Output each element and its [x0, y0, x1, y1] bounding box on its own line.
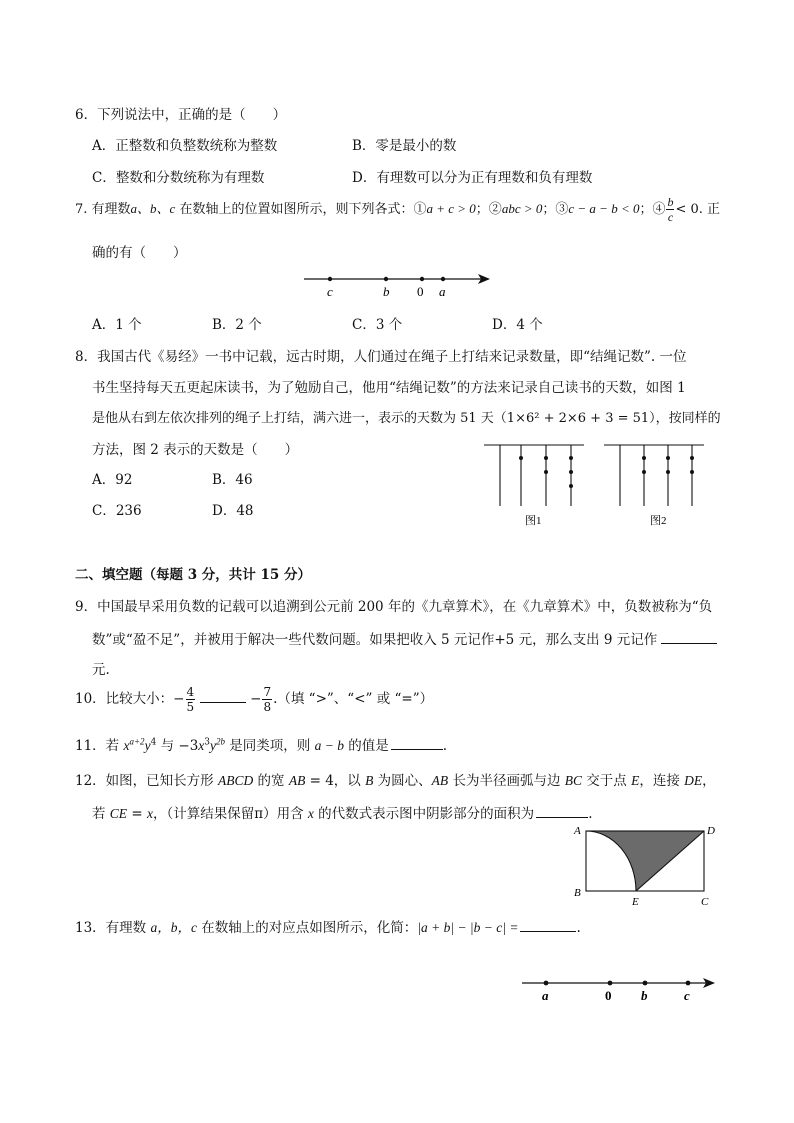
q6-option-d: D．有理数可以分为正有理数和负有理数	[352, 170, 593, 186]
q13-answer-blank[interactable]	[520, 917, 576, 932]
q13-stem: 13．有理数 a，b，c 在数轴上的对应点如图所示，化简：|a + b| − |b − c| = .	[75, 916, 581, 936]
q13-label-0: 0	[605, 988, 612, 1003]
q12-shaded-region	[586, 831, 704, 891]
q7-point-c	[328, 277, 332, 281]
q8-line4: 方法，图 2 表示的天数是（ ）	[92, 442, 299, 458]
q6-option-a: A．正整数和负整数统称为整数	[92, 138, 278, 154]
q6-option-c: C．整数和分数统称为有理数	[92, 170, 265, 186]
q13-label-c: c	[684, 988, 690, 1003]
q12-answer-blank[interactable]	[536, 803, 588, 818]
q7-number-line	[300, 268, 500, 302]
q7-label-0: 0	[417, 284, 424, 299]
q13-point-0	[608, 981, 613, 986]
q8-option-d: D．48	[212, 503, 254, 519]
q8-option-a: A．92	[92, 472, 133, 488]
q13-point-c	[686, 981, 691, 986]
q11-answer-blank[interactable]	[391, 735, 443, 750]
q13-point-b	[643, 981, 648, 986]
q10-stem: 10．比较大小：− $\frac{4}{5}$ − $\frac{7}{8}$ .（填 “>”、“<” 或 “=”）	[75, 685, 434, 714]
q6-stem: 6．下列说法中，正确的是（ ）	[75, 107, 287, 123]
q8-line1: 8．我国古代《易经》一书中记载，远古时期，人们通过在绳子上打结来记录数量，即“结绳记数”. 一位	[75, 349, 687, 365]
section-2-title: 二、填空题（每题 3 分，共计 15 分）	[75, 567, 311, 583]
q8-fig1-caption: 图1	[525, 515, 542, 527]
q9-line3: 元.	[92, 662, 110, 678]
q7-stem-line2: 确的有（ ）	[92, 245, 187, 261]
q11-stem: 11．若 $x^{a+2}y^4$ 与 $-3x^3y^{2b}$ 是同类项，则 a − b 的值是 .	[75, 736, 448, 754]
q12-label-a: A	[574, 825, 581, 837]
q9-line2: 数”或“盈不足”，并被用于解决一些代数问题。如果把收入 5 元记作+5 元，那么支出 9 元记作	[92, 628, 717, 648]
q12-line2: 若 CE = x，（计算结果保留π）用含 x 的代数式表示图中阴影部分的面积为 .	[92, 802, 592, 822]
q7-option-b: B．2 个	[212, 317, 262, 333]
q12-label-b: B	[574, 887, 581, 899]
q8-option-c: C．236	[92, 503, 142, 519]
q12-label-e: E	[632, 896, 639, 908]
q9-line1: 9．中国最早采用负数的记载可以追溯到公元前 200 年的《九章算术》，在《九章算术》中，负数被称为“负	[75, 599, 713, 615]
q7-label-a: a	[439, 284, 446, 299]
q12-line1: 12．如图，已知长方形 ABCD 的宽 AB = 4，以 B 为圆心、AB 长为半径画弧与边 BC 交于点 E，连接 DE，	[75, 773, 716, 789]
q8-line2: 书生坚持每天五更起床读书，为了勉励自己，他用“结绳记数”的方法来记录自己读书的天数，如图 1	[92, 380, 686, 396]
q9-answer-blank[interactable]	[661, 629, 717, 644]
q13-label-a: a	[542, 988, 549, 1003]
q8-option-b: B．46	[212, 472, 253, 488]
q13-number-line	[518, 972, 722, 1004]
q7-point-a	[441, 277, 445, 281]
q6-option-b: B．零是最小的数	[352, 138, 457, 154]
q12-label-d: D	[707, 825, 715, 837]
q10-answer-blank[interactable]	[200, 688, 246, 703]
q7-option-c: C．3 个	[352, 317, 403, 333]
q12-figure	[568, 820, 718, 910]
q7-point-0	[420, 277, 424, 281]
q12-label-c: C	[701, 896, 709, 908]
q7-stem: 7. 有理数a、b、c 在数轴上的位置如图所示，则下列各式：①a + c > 0；②abc > 0；③c − a − b < 0；④ $\frac{b}{c}$ < 0. 正	[75, 195, 721, 224]
q8-figure-1	[480, 440, 590, 530]
q7-point-b	[384, 277, 388, 281]
q7-option-a: A．1 个	[92, 317, 142, 333]
q7-label-c: c	[327, 284, 333, 299]
q8-line3: 是他从右到左依次排列的绳子上打结，满六进一，表示的天数为 51 天（1×6² + 2×6 + 3 = 51），按同样的	[92, 411, 721, 426]
q7-option-d: D．4 个	[492, 317, 543, 333]
q8-fig2-caption: 图2	[650, 515, 667, 527]
q13-point-a	[544, 981, 549, 986]
q8-figure-2	[600, 440, 710, 530]
q7-label-b: b	[383, 284, 390, 299]
q13-label-b: b	[641, 988, 648, 1003]
